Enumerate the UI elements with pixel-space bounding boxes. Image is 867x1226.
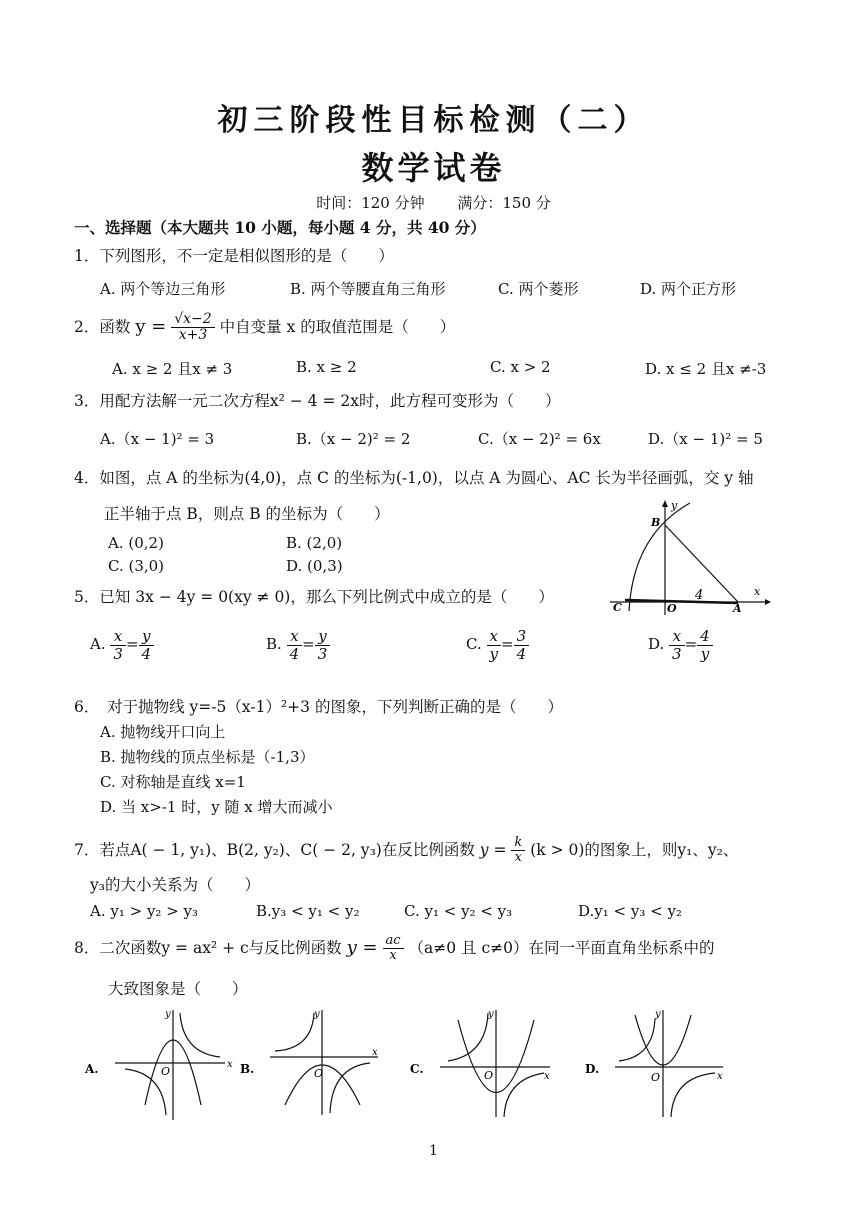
q5-b-n1: x xyxy=(287,628,303,646)
q8-d-hyperbola-1 xyxy=(619,1019,655,1061)
q7-option-b: B.y₃ < y₁ < y₂ xyxy=(256,902,360,920)
q7-option-a: A. y₁ > y₂ > y₃ xyxy=(90,902,199,920)
q5-c-n2: 3 xyxy=(514,628,530,646)
section-heading: 一、选择题（本大题共 10 小题，每小题 4 分，共 40 分） xyxy=(74,218,486,237)
q1-option-b: B. 两个等腰直角三角形 xyxy=(290,280,446,298)
q8-numerator: ac xyxy=(383,934,404,949)
q5-a-d1: 3 xyxy=(113,644,123,663)
q8-a-x-label: x xyxy=(227,1059,233,1070)
q7-option-c: C. y₁ < y₂ < y₃ xyxy=(404,902,513,920)
q8-a-hyperbola-1 xyxy=(180,1013,220,1057)
q7-stem-part1: 7．若点A( − 1, y₁)、B(2, y₂)、C( − 2, y₃)在反比例函数 xyxy=(74,840,475,859)
q7-option-d: D.y₁ < y₃ < y₂ xyxy=(578,902,682,920)
q4-option-a: A. (0,2) xyxy=(108,534,164,552)
q8-d-x-label: x xyxy=(717,1071,723,1082)
q5-a-n1: x xyxy=(110,628,126,646)
q5-option-a-label: A. xyxy=(90,635,106,653)
q3-option-c: C.（x − 2)² = 6x xyxy=(478,430,601,448)
q5-stem: 5．已知 3x − 4y = 0(xy ≠ 0)，那么下列比例式中成立的是（ ） xyxy=(74,588,554,606)
q5-b-frac1 xyxy=(287,628,303,662)
q8-d-origin: O xyxy=(651,1071,661,1084)
q4-figure xyxy=(605,495,775,620)
q5-a-n2: y xyxy=(139,628,155,646)
q8-stem-part2: （a≠0 且 c≠0）在同一平面直角坐标系中的 xyxy=(408,938,715,957)
q3-option-d: D.（x − 1)² = 5 xyxy=(648,430,763,448)
q8-a-hyperbola-2 xyxy=(125,1069,166,1115)
q8-c-hyperbola-1 xyxy=(448,1013,488,1061)
q2-post: 中自变量 x 的取值范围是（ ） xyxy=(219,317,456,336)
q7-denominator: x xyxy=(514,850,522,866)
q5-option-b: B. $\frac{x}{4}$ = $\frac{y}{3}$ xyxy=(266,628,330,662)
q4-y-arrow xyxy=(662,500,668,507)
q7-numerator: k xyxy=(511,836,525,851)
q8-stem-line1 xyxy=(74,934,715,964)
q6-option-a: A. 抛物线开口向上 xyxy=(100,723,226,741)
q5-c-d2: 4 xyxy=(516,644,527,663)
q8-graph-b xyxy=(240,1005,390,1125)
exam-time: 时间：120 分钟 xyxy=(316,194,425,212)
q8-label-b: B. xyxy=(240,1062,255,1076)
q5-c-d1: y xyxy=(489,644,498,663)
q2-func-y: y = xyxy=(135,315,167,337)
q5-b-n2: y xyxy=(315,628,331,646)
q4-label-y: y xyxy=(671,499,678,512)
q2-denominator: x+3 xyxy=(178,327,208,344)
q8-graph-d xyxy=(585,1005,735,1125)
q2-option-c: C. x > 2 xyxy=(490,358,551,376)
q2-numerator: √x−2 xyxy=(171,312,214,328)
q5-b-d2: 3 xyxy=(317,644,328,663)
q7-stem-part2: (k > 0)的图象上，则y₁、y₂、 xyxy=(530,840,739,859)
exam-meta xyxy=(0,192,867,213)
q8-c-y-label: y xyxy=(488,1009,494,1020)
q4-label-a: A xyxy=(733,602,742,615)
q5-c-frac2 xyxy=(514,628,530,662)
q5-option-d-label: D. xyxy=(648,635,665,653)
q1-option-d: D. 两个正方形 xyxy=(640,280,737,298)
q7-fraction xyxy=(511,836,525,866)
q4-option-d: D. (0,3) xyxy=(286,557,343,575)
q4-option-c: C. (3,0) xyxy=(108,557,165,575)
q8-stem-part1: 8．二次函数y = ax² + c与反比例函数 xyxy=(74,938,342,957)
q8-b-y-label: y xyxy=(314,1009,320,1020)
q8-c-x-label: x xyxy=(544,1071,550,1082)
q5-b-frac2 xyxy=(315,628,331,662)
q4-stem-line1: 4．如图，点 A 的坐标为(4,0)，点 C 的坐标为(-1,0)，以点 A 为圆心、AC 长为半径画弧，交 y 轴 xyxy=(74,469,754,487)
q8-stem-line2: 大致图象是（ ） xyxy=(108,980,248,998)
q5-c-n1: x xyxy=(487,628,501,646)
q8-label-c: C. xyxy=(410,1062,424,1076)
page-number: 1 xyxy=(429,1143,438,1159)
q3-option-b: B.（x − 2)² = 2 xyxy=(296,430,411,448)
q1-option-a: A. 两个等边三角形 xyxy=(100,280,226,298)
q7-stem-line1 xyxy=(74,836,738,866)
q4-option-b: B. (2,0) xyxy=(286,534,343,552)
q2-option-d: D. x ≤ 2 且x ≠-3 xyxy=(645,360,767,378)
q4-stem-line2: 正半轴于点 B，则点 B 的坐标为（ ） xyxy=(104,505,390,523)
q1-option-c: C. 两个菱形 xyxy=(498,280,579,298)
q5-a-frac2 xyxy=(139,628,155,662)
q8-label-d: D. xyxy=(585,1062,600,1076)
q7-stem-line2: y₃的大小关系为（ ） xyxy=(90,876,260,894)
q2-option-b: B. x ≥ 2 xyxy=(296,358,357,376)
q4-x-arrow xyxy=(765,599,771,605)
q6-stem: 6． 对于抛物线 y=-5（x-1）²+3 的图象，下列判断正确的是（ ） xyxy=(74,698,563,716)
q6-option-b: B. 抛物线的顶点坐标是（-1,3） xyxy=(100,748,315,766)
q8-b-origin: O xyxy=(314,1067,324,1080)
q8-a-y-label: y xyxy=(165,1009,171,1020)
q4-label-b: B xyxy=(651,516,661,529)
q4-label-x: x xyxy=(754,585,761,598)
q2-pre: 2．函数 xyxy=(74,317,131,336)
q8-c-hyperbola-2 xyxy=(504,1073,544,1117)
q5-d-n2: 4 xyxy=(697,628,713,646)
q8-c-origin: O xyxy=(484,1069,494,1082)
q8-func-y: y = xyxy=(346,936,378,958)
q5-d-frac2 xyxy=(697,628,713,662)
q3-stem: 3．用配方法解一元二次方程x² − 4 = 2x时，此方程可变形为（ ） xyxy=(74,392,561,410)
q8-d-y-label: y xyxy=(655,1009,661,1020)
q5-option-c: C. $\frac{x}{y}$ = $\frac{3}{4}$ xyxy=(466,628,529,662)
exam-score: 满分：150 分 xyxy=(457,194,551,212)
q5-d-d2: y xyxy=(700,644,710,663)
page-subtitle: 数学试卷 xyxy=(361,149,506,187)
q1-stem: 1．下列图形，不一定是相似图形的是（ ） xyxy=(74,247,394,265)
q6-option-c: C. 对称轴是直线 x=1 xyxy=(100,773,246,791)
q5-a-frac1 xyxy=(110,628,126,662)
q7-func-y: y = xyxy=(479,840,507,859)
q8-d-hyperbola-2 xyxy=(671,1073,715,1117)
q5-d-d1: 3 xyxy=(672,644,682,663)
q2-option-a: A. x ≥ 2 且x ≠ 3 xyxy=(112,360,233,378)
q2-stem xyxy=(74,312,455,344)
q5-c-frac1 xyxy=(487,628,501,662)
q8-a-origin: O xyxy=(161,1065,171,1078)
q4-label-o: O xyxy=(667,602,677,615)
q8-graph-a xyxy=(85,1005,235,1125)
q5-d-frac1 xyxy=(669,628,685,662)
q8-label-a: A. xyxy=(85,1062,99,1076)
q4-label-four: 4 xyxy=(695,588,704,603)
q2-fraction xyxy=(171,312,214,344)
q5-option-a: A. $\frac{x}{3}$ = $\frac{y}{4}$ xyxy=(90,628,154,662)
q8-graph-c xyxy=(410,1005,560,1125)
q8-denominator: x xyxy=(389,948,397,964)
q4-label-c: C xyxy=(613,601,622,614)
q5-a-d2: 4 xyxy=(141,644,152,663)
q8-b-x-label: x xyxy=(372,1047,378,1058)
q5-option-b-label: B. xyxy=(266,635,282,653)
q5-option-c-label: C. xyxy=(466,635,482,653)
q5-option-d: D. $\frac{x}{3}$ = $\frac{4}{y}$ xyxy=(648,628,713,662)
q6-option-d: D. 当 x>-1 时，y 随 x 增大而减小 xyxy=(100,798,333,816)
page-title: 初三阶段性目标检测（二） xyxy=(217,103,650,138)
q3-option-a: A.（x − 1)² = 3 xyxy=(100,430,215,448)
q8-b-hyperbola-1 xyxy=(275,1013,314,1051)
q5-d-n1: x xyxy=(669,628,685,646)
q5-b-d1: 4 xyxy=(289,644,300,663)
q8-fraction xyxy=(383,934,404,964)
